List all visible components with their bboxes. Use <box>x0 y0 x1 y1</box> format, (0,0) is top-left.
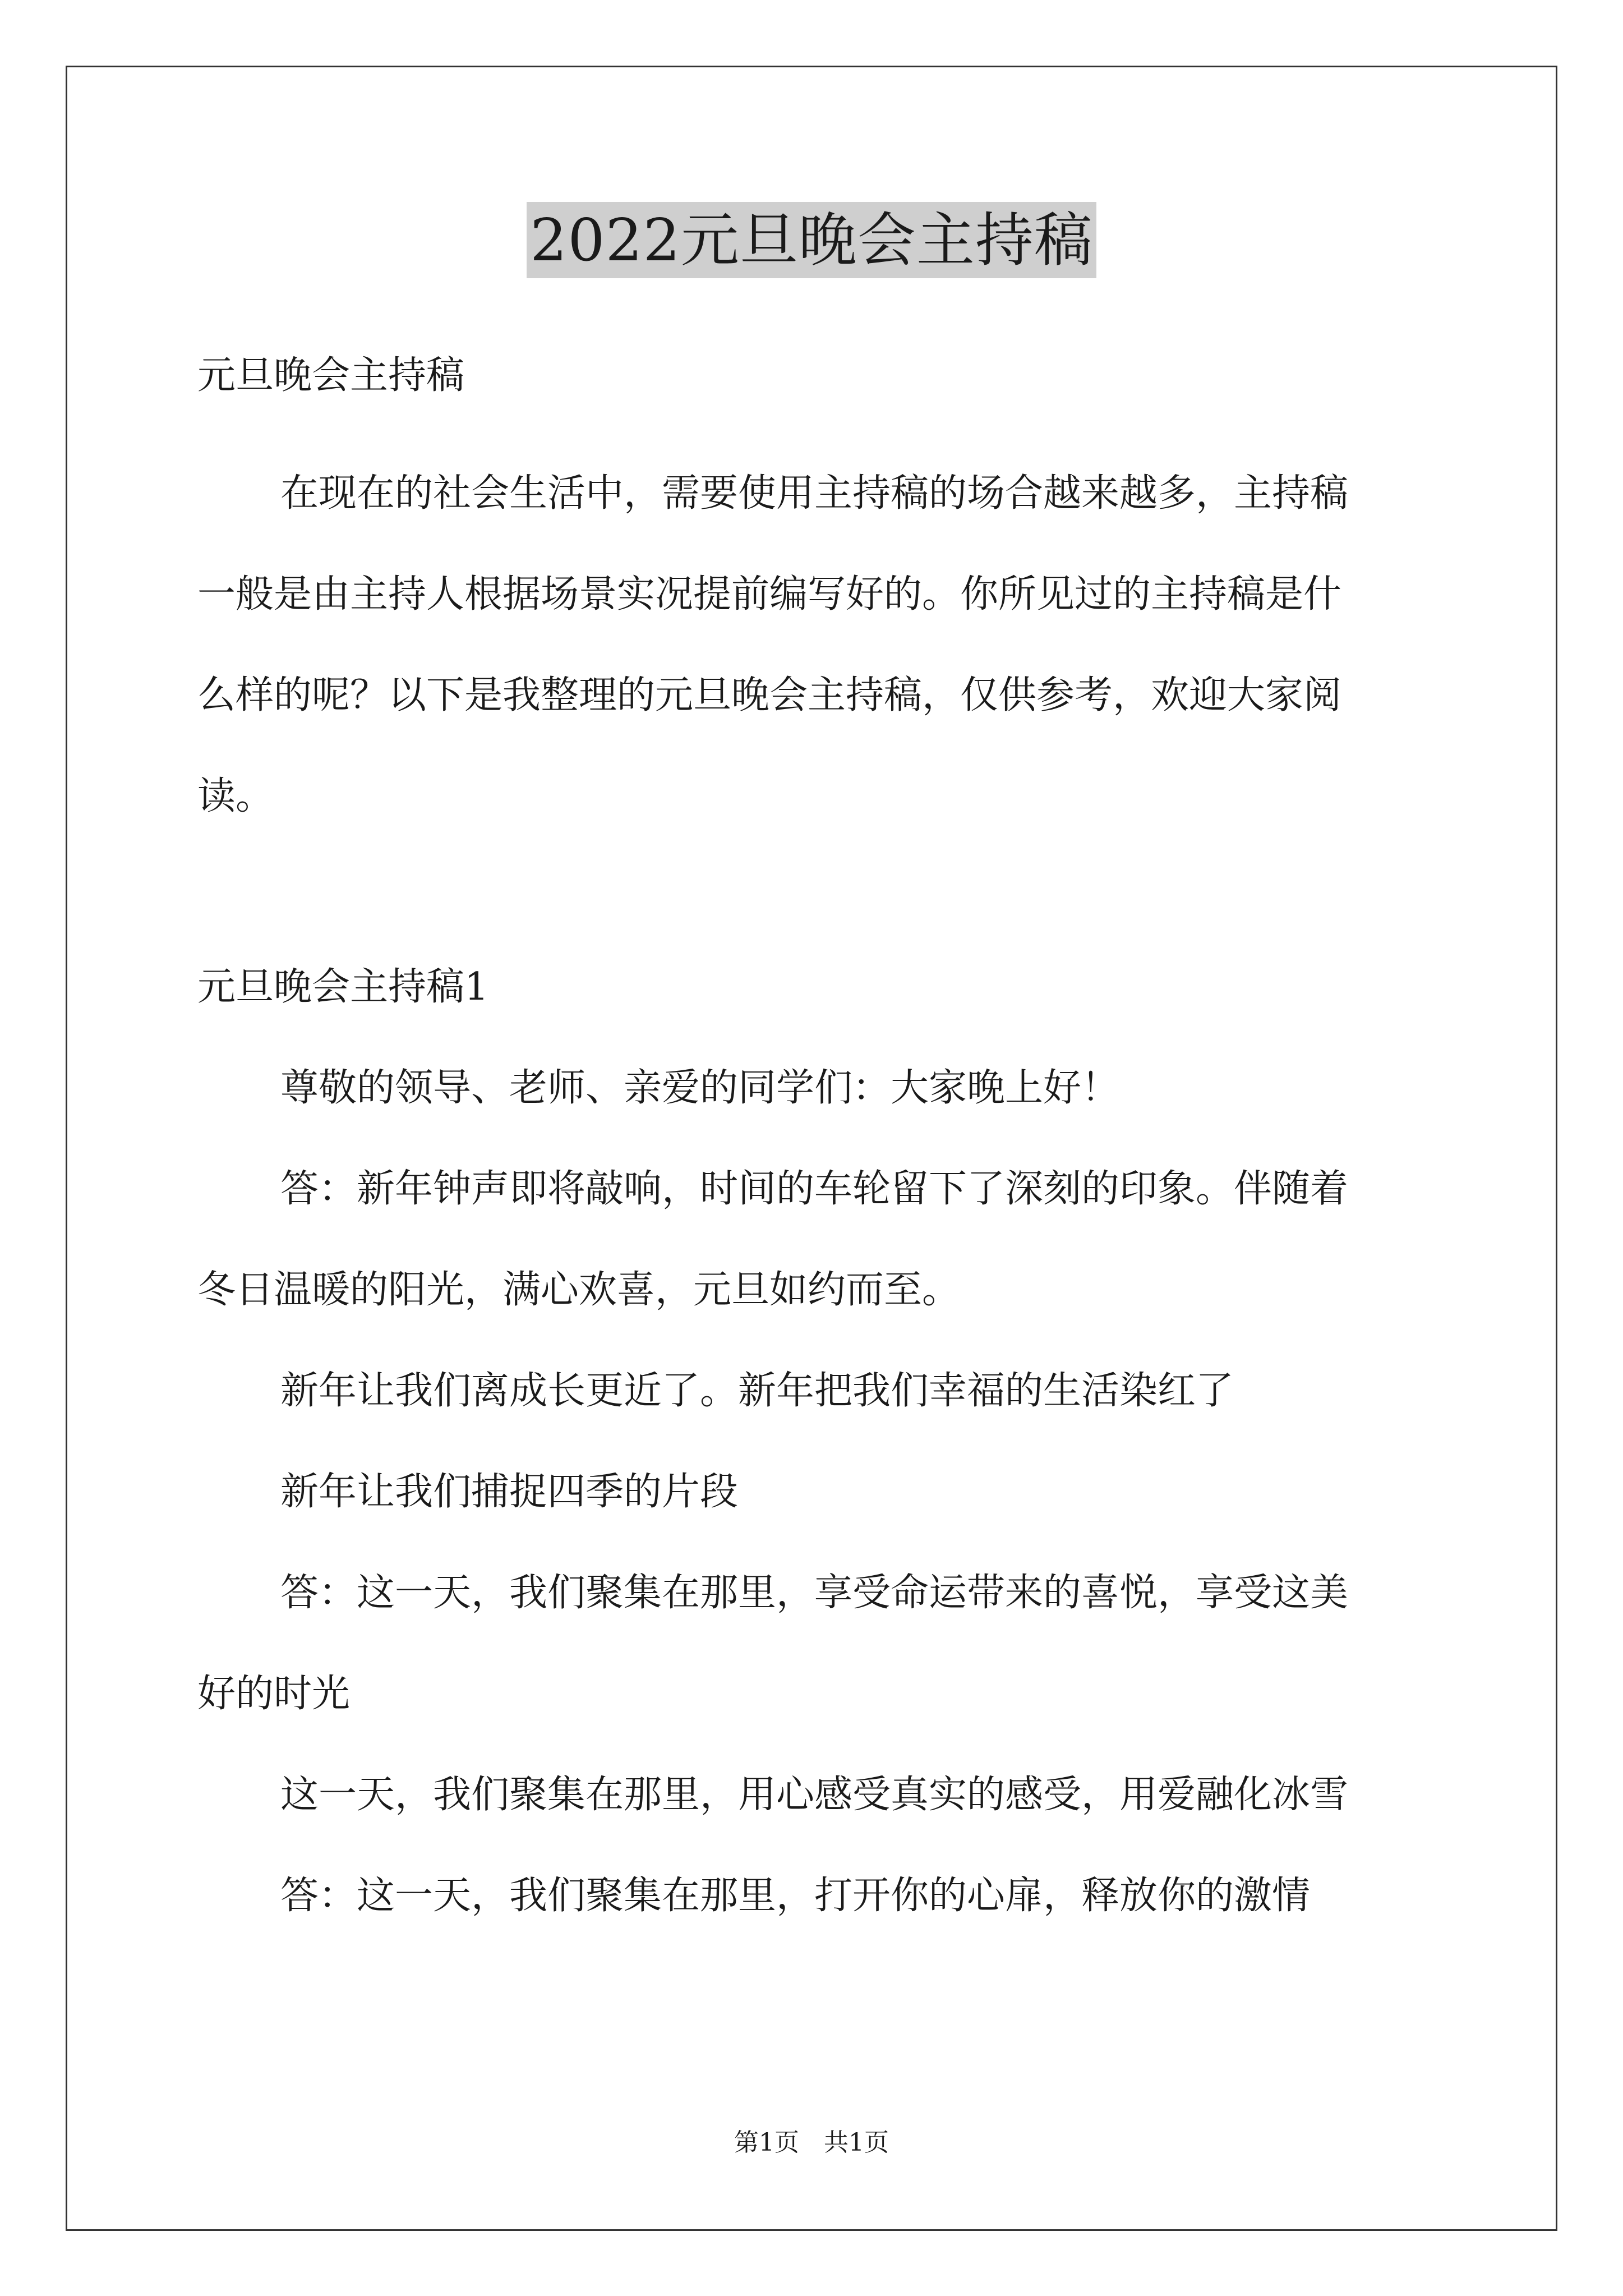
section1-line-5: 新年让我们捕捉四季的片段 <box>280 1470 739 1514</box>
section1-line-9: 答：这一天，我们聚集在那里，打开你的心扉，释放你的激情 <box>280 1874 1311 1918</box>
page-footer: 第1页 共1页 <box>734 2128 889 2157</box>
section1-line-1: 尊敬的领导、老师、亲爱的同学们：大家晚上好！ <box>280 1066 1120 1110</box>
title-container <box>0 202 1623 278</box>
intro-line-2: 一般是由主持人根据场景实况提前编写好的。你所见过的主持稿是什 <box>197 572 1342 616</box>
intro-line-1: 在现在的社会生活中，需要使用主持稿的场合越来越多，主持稿 <box>280 471 1349 516</box>
section1-line-2: 答：新年钟声即将敲响，时间的车轮留下了深刻的印象。伴随着 <box>280 1167 1349 1211</box>
section1-line-3: 冬日温暖的阳光，满心欢喜，元旦如约而至。 <box>197 1268 961 1312</box>
document-title: 2022元旦晚会主持稿 <box>527 202 1096 278</box>
intro-line-3: 么样的呢？以下是我整理的元旦晚会主持稿，仅供参考，欢迎大家阅 <box>197 673 1342 717</box>
section1-line-8: 这一天，我们聚集在那里，用心感受真实的感受，用爱融化冰雪 <box>280 1773 1349 1817</box>
section1-line-4: 新年让我们离成长更近了。新年把我们幸福的生活染红了 <box>280 1369 1234 1413</box>
section1-line-7: 好的时光 <box>197 1672 351 1716</box>
intro-heading: 元旦晚会主持稿 <box>197 353 465 398</box>
intro-line-4: 读。 <box>197 774 274 818</box>
section1-line-6: 答：这一天，我们聚集在那里，享受命运带来的喜悦，享受这美 <box>280 1571 1349 1615</box>
document-body <box>197 342 1431 1947</box>
section1-heading: 元旦晚会主持稿1 <box>197 965 489 1009</box>
